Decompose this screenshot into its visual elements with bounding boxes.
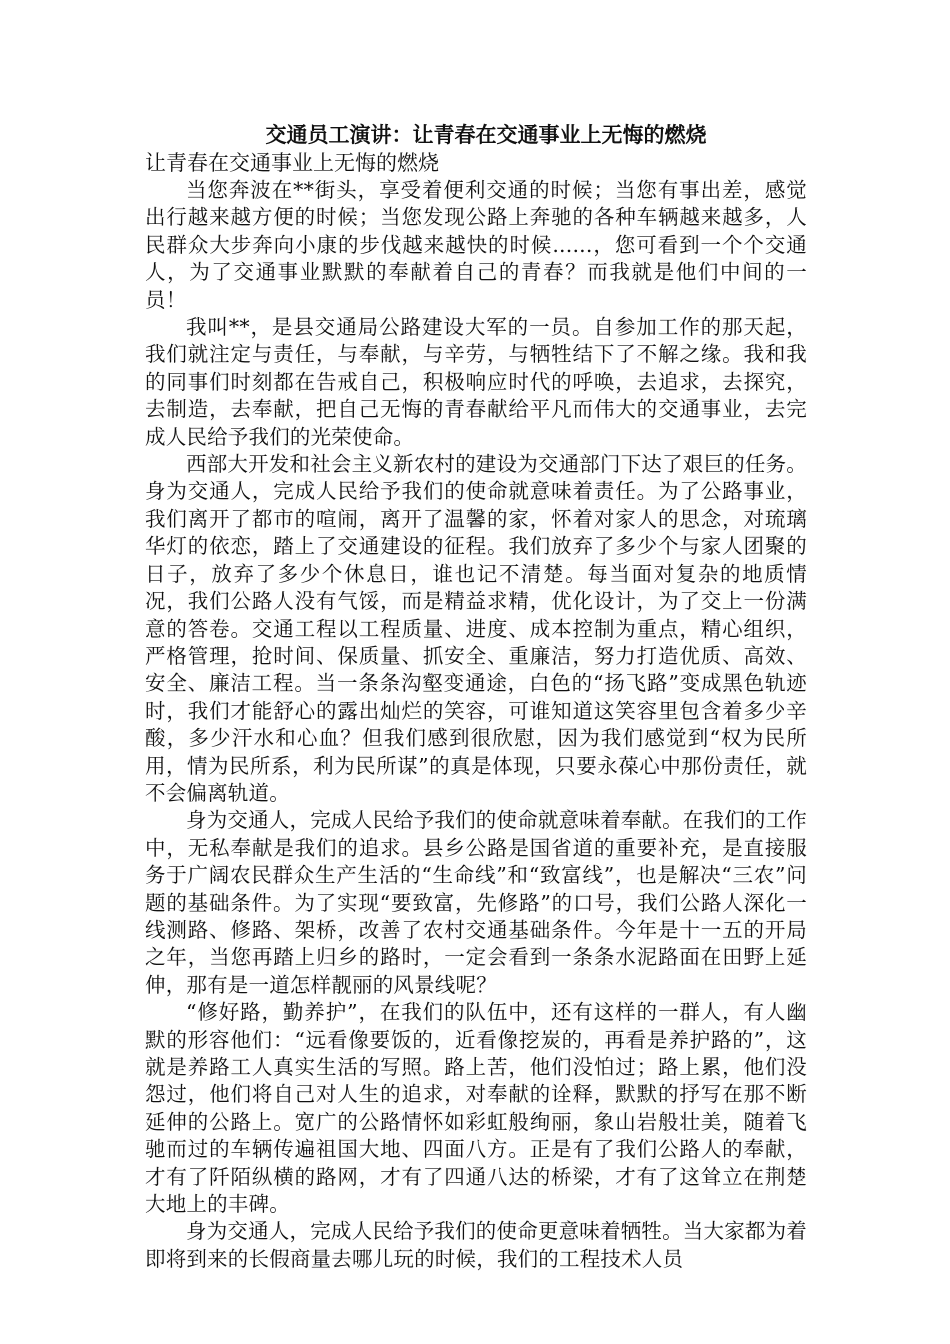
paragraph-responsibility: 西部大开发和社会主义新农村的建设为交通部门下达了艰巨的任务。身为交通人，完成人民给予我们的使命就意味着责任。为了公路事业，我们离开了都市的喧闹，离开了温馨的家，怀着对家人的思念，对琉璃华灯的依恋，踏上了交通建设的征程。我们放弃了多少个与家人团聚的日子，放弃了多少个休息日，谁也记不清楚。每当面对复杂的地质情况，我们公路人没有气馁，而是精益求精，优化设计，为了交上一份满意的答卷。交通工程以工程质量、进度、成本控制为重点，精心组织，严格管理，抢时间、保质量、抓安全、重廉洁，努力打造优质、高效、安全、廉洁工程。当一条条沟壑变通途，白色的“扬飞路”变成黑色轨迹时，我们才能舒心的露出灿烂的笑容，可谁知道这笑容里包含着多少辛酸，多少汗水和心血？但我们感到很欣慰，因为我们感觉到“权为民所用，情为民所系，利为民所谋”的真是体现，只要永葆心中那份责任，就不会偏离轨道。 bbox=[145, 452, 807, 805]
paragraph-sacrifice: 身为交通人，完成人民给予我们的使命更意味着牺牲。当大家都为着即将到来的长假商量去哪儿玩的时候，我们的工程技术人员 bbox=[145, 1219, 807, 1271]
paragraph-dedication: 身为交通人，完成人民给予我们的使命就意味着奉献。在我们的工作中，无私奉献是我们的追求。县乡公路是国省道的重要补充，是直接服务于广阔农民群众生产生活的“生命线”和“致富线”，也是解决“三农”问题的基础条件。为了实现“要致富，先修路”的口号，我们公路人深化一线测路、修路、架桥，改善了农村交通基础条件。今年是十一五的开局之年，当您再踏上归乡的路时，一定会看到一条条水泥路面在田野上延伸，那有是一道怎样靓丽的风景线呢？ bbox=[145, 808, 807, 997]
document-body bbox=[145, 121, 807, 1273]
paragraph-road-maintenance: “修好路，勤养护”，在我们的队伍中，还有这样的一群人，有人幽默的形容他们：“远看像要饭的，近看像挖炭的，再看是养护路的”，这就是养路工人真实生活的写照。路上苦，他们没怕过；路上累，他们没怨过，他们将自己对人生的追求，对奉献的诠释，默默的抒写在那不断延伸的公路上。宽广的公路情怀如彩虹般绚丽，象山岩般壮美，随着飞驰而过的车辆传遍祖国大地、四面八方。正是有了我们公路人的奉献，才有了阡陌纵横的路网，才有了四通八达的桥梁，才有了这耸立在荆楚大地上的丰碑。 bbox=[145, 1000, 807, 1217]
paragraph-intro: 当您奔波在**街头，享受着便利交通的时候；当您有事出差，感觉出行越来越方便的时候；当您发现公路上奔驰的各种车辆越来越多，人民群众大步奔向小康的步伐越来越快的时候......，您可看到一个个交通人，为了交通事业默默的奉献着自己的青春？而我就是他们中间的一员！ bbox=[145, 178, 807, 312]
document-title: 交通员工演讲：让青春在交通事业上无悔的燃烧 bbox=[265, 122, 707, 147]
document-subtitle: 让青春在交通事业上无悔的燃烧 bbox=[145, 151, 439, 175]
paragraph-self-introduction: 我叫**，是县交通局公路建设大军的一员。自参加工作的那天起，我们就注定与责任，与奉献，与辛劳，与牺牲结下了不解之缘。我和我的同事们时刻都在告戒自己，积极响应时代的呼唤，去追求，去探究，去制造，去奉献，把自己无悔的青春献给平凡而伟大的交通事业，去完成人民给予我们的光荣使命。 bbox=[145, 315, 807, 449]
